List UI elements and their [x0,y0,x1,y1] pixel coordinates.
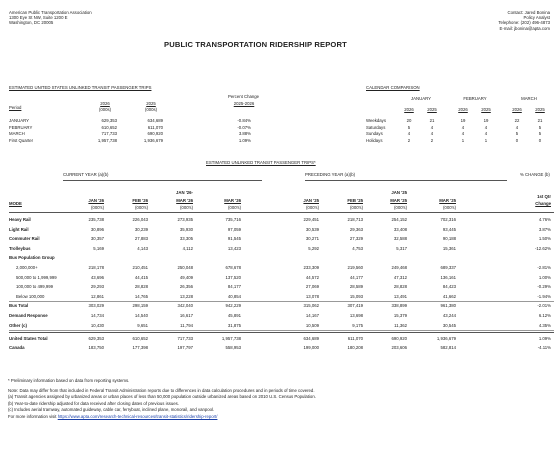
table-row [9,138,279,145]
table-cell: -2.01% [537,303,551,309]
table-cell: 14,167 [305,313,319,318]
table-cell: 136,161 [440,274,456,280]
estimated-change: -0.84% [237,118,251,123]
table-cell: 13,698 [349,313,363,318]
footnote-note: Note: Data may differ from that included in Federal Transit Administration reports due to differences in data calculation procedures and in periods of time covered. [8,387,315,393]
table-cell: 91,545 [227,236,241,242]
table-cell: 27,883 [134,236,148,242]
calendar-cell: 4 [461,124,465,130]
calendar-year: 2025 [535,107,545,112]
calendar-year: 2026 [458,107,468,112]
col-header-unit: (000's) [228,205,241,210]
table-cell: 4,112 [182,245,193,251]
calendar-cell: 5 [538,124,542,130]
table-cell: 90,188 [442,236,456,242]
table-cell: 1,936,679 [436,335,456,341]
table-cell: -1.94% [537,293,551,299]
table-cell: 1.50% [538,236,551,242]
table-cell: 610,652 [132,335,148,341]
estimated-2025: 634,689 [147,118,163,123]
table-cell: 47,312 [393,274,407,280]
col-header-change: Change [535,201,551,206]
table-cell: 1,957,738 [221,335,241,341]
row-separator [9,301,554,302]
calendar-year: 2025 [427,107,437,112]
table-cell: 12,861 [90,293,104,299]
col-header-unit: (000's) [350,205,363,210]
calendar-cell: 4 [484,124,488,130]
table-cell: -0.29% [537,284,551,290]
estimated-col-2026: 2026 [100,101,110,106]
total-rule [9,332,554,333]
estimated-col-change: 2025-2026 [233,101,255,106]
table-cell: 137,520 [225,274,241,280]
calendar-cell: 22 [514,118,520,123]
estimated-2025: 611,070 [147,124,163,130]
table-cell: 1.09% [538,335,551,341]
org-name: American Public Transportation Association [9,10,92,15]
calendar-cell: 0 [538,137,542,143]
table-cell: 11,794 [180,322,193,328]
table-cell: 9,651 [137,322,148,328]
table-cell: 210,451 [132,265,148,270]
table-cell: 5,169 [93,245,104,251]
calendar-title: CALENDAR COMPARISON [366,85,420,90]
calendar-day-label: Sundays [366,131,383,137]
table-cell: 250,048 [177,265,193,270]
table-row [366,125,556,132]
table-row-mode: Commuter Rail [9,236,40,242]
table-cell: 35,930 [179,226,193,232]
table-row-mode: 2,000,000+ [16,265,38,270]
table-cell: 249,468 [391,265,407,270]
calendar-cell: 1 [484,137,488,143]
table-cell: 30,896 [90,226,104,232]
org-street: 1300 Eye St NW, Suite 1200 E [9,15,68,21]
table-cell: 199,000 [303,345,319,351]
calendar-cell: 2 [430,137,434,143]
org-city: Washington, DC 20005 [9,20,54,26]
calendar-cell: 2 [407,137,411,143]
table-row-mode: Demand Response [9,313,48,318]
calendar-day-label: Weekdays [366,118,386,123]
org-address [9,10,92,26]
table-cell: 30,545 [442,322,456,328]
col-header-unit: (000's) [180,205,193,210]
table-cell: -12.62% [534,245,551,251]
calendar-cell: 4 [407,131,411,137]
col-header-month: FEB '25 [347,198,363,203]
table-cell: 229,451 [303,217,319,222]
col-header-unit: (000's) [135,205,148,210]
table-cell: 303,029 [88,303,104,309]
table-cell: 9,175 [352,322,363,328]
table-cell: 27,069 [305,284,319,290]
table-cell: 4,753 [352,245,363,251]
table-row [9,118,279,125]
table-cell: 5,317 [396,245,407,251]
table-cell: 13,423 [227,245,241,251]
estimated-2025: 1,936,679 [143,137,163,143]
table-cell: 30,239 [134,226,148,232]
footnote-preliminary: * Preliminary information based on data from reporting systems. [8,378,130,383]
table-cell: 558,953 [225,345,241,351]
table-cell: 29,363 [349,226,363,232]
table-cell: 15,361 [442,245,456,251]
table-cell: 41,662 [442,293,456,299]
table-cell: 226,043 [132,217,148,222]
table-row [366,131,556,138]
table-cell: 180,208 [347,345,363,351]
calendar-cell: 5 [538,131,542,137]
estimated-2026: 629,353 [101,118,117,123]
contact-name: Contact: Jared Bonina [507,10,550,15]
table-cell: 218,178 [88,265,104,270]
table-cell: 735,716 [225,217,241,222]
table-cell: 254,152 [391,217,407,222]
col-header-month: FEB '26 [132,198,148,203]
estimated-col-2025-unit: (000s) [144,107,158,112]
estimated-period: JANUARY [9,118,29,123]
table-cell: 5,292 [308,245,319,251]
table-row-mode: Bus Population Group [9,255,55,261]
calendar-month-january: JANUARY [411,96,431,101]
header-rule [9,212,554,213]
estimated-period: First Quarter [9,137,34,143]
table-cell: 961,380 [440,303,456,309]
table-cell: 30,539 [305,226,319,232]
calendar-month-february: FEBRUARY [463,96,487,101]
table-cell: 218,713 [347,217,363,222]
table-cell: 634,689 [303,335,319,341]
table-cell: 13,078 [305,293,319,299]
more-info-line [8,414,556,419]
table-cell: 33,408 [393,226,407,232]
calendar-cell: 4 [461,131,465,137]
calendar-cell: 19 [483,118,489,123]
calendar-cell: 21 [429,118,435,123]
estimated-col-2026-unit: (000s) [98,107,112,112]
calendar-table [366,118,556,144]
table-cell: 177,398 [132,345,148,351]
table-cell: 690,920 [391,335,407,341]
estimated-table [9,118,279,144]
table-row-mode: 500,000 to 1,999,999 [16,274,57,280]
row-separator [9,330,554,331]
table-cell: 43,244 [442,313,456,318]
table-cell: 3.87% [538,226,551,232]
table-row-mode: Canada [9,345,25,351]
estimated-pct-change-label: Percent Change [228,94,260,99]
calendar-cell: 0 [515,137,519,143]
table-cell: 307,419 [347,303,363,309]
col-header-month: MAR '25 [390,198,407,203]
table-row-mode: Trolleybus [9,245,31,251]
table-row [9,125,279,132]
col-header-month: JAN '26 [88,198,104,203]
estimated-section-title: ESTIMATED UNITED STATES UNLINKED TRANSIT PASSENGER TRIPS [9,85,152,90]
table-cell: 45,891 [227,313,241,318]
estimated-change: -0.07% [237,124,251,130]
estimated-2026: 610,652 [101,124,117,130]
table-cell: 689,337 [440,265,456,270]
table-cell: 10,430 [90,322,104,328]
table-cell: 14,540 [134,313,148,318]
table-cell: 32,588 [393,236,407,242]
footnote-a: (a) Transit agencies assigned by urbanized areas or urban places of less than 50,000 population outside urbanized areas based on 2010 U.S. Census Population. [8,394,316,400]
calendar-cell: 4 [484,131,488,137]
table-cell: 611,070 [347,335,363,341]
table-cell: 678,678 [225,265,241,270]
table-cell: 30,357 [90,236,104,242]
table-cell: -2.81% [537,265,551,270]
table-cell: 97,059 [227,226,241,232]
estimated-2026: 1,957,738 [97,137,117,143]
calendar-month-march: MARCH [521,96,537,101]
table-cell: 33,305 [179,236,193,242]
estimated-change: 1.09% [238,137,251,143]
calendar-day-label: Holidays [366,137,383,143]
table-cell: 84,423 [442,284,456,290]
calendar-day-label: Saturdays [366,124,386,130]
table-cell: -4.11% [537,345,551,351]
table-cell: 4,143 [137,245,148,251]
table-cell: 44,177 [349,274,363,280]
table-cell: 233,309 [303,265,319,270]
table-cell: 342,040 [177,303,193,309]
calendar-year: 2026 [512,107,522,112]
table-cell: 40,854 [227,293,241,299]
calendar-cell: 5 [407,124,411,130]
pct-change-group-label: % CHANGE (b) [520,172,550,177]
calendar-year: 2025 [481,107,491,112]
footnotes [8,378,556,419]
calendar-cell: 4 [430,131,434,137]
col-header-range-top: JAN '25 [391,190,407,195]
current-year-rule [63,180,262,181]
table-cell: 49,409 [179,274,193,280]
table-cell: 43,696 [90,274,104,280]
table-cell: 629,353 [88,335,104,341]
calendar-cell: 19 [460,118,466,123]
table-cell: 273,935 [177,217,193,222]
table-cell: 235,738 [88,217,104,222]
col-header-unit: (000's) [394,205,407,210]
calendar-cell: 4 [430,124,434,130]
table-row [366,138,556,145]
contact-role: Policy Analyst [523,15,550,21]
preceding-year-rule [305,180,507,181]
table-cell: 93,445 [442,226,456,232]
table-cell: 26,356 [179,284,193,290]
estimated-2026: 717,733 [101,131,117,137]
col-header-month: JAN '25 [303,198,319,203]
table-cell: 219,560 [347,265,363,270]
estimated-col-period: Period [9,105,22,110]
current-year-group-label: CURRENT YEAR (a)(b) [63,172,109,177]
table-cell: 15,093 [349,293,363,299]
table-cell: 183,750 [88,345,104,351]
table-row-mode: Other (c) [9,322,27,328]
table-cell: 14,765 [134,293,148,299]
estimated-period: FEBRUARY [9,124,33,130]
calendar-cell: 5 [515,131,519,137]
estimated-change: 3.88% [238,131,251,137]
estimated-2025: 690,920 [147,131,163,137]
table-cell: 4.35% [538,322,551,328]
main-table-title: ESTIMATED UNLINKED TRANSIT PASSENGER TRIPS* [206,160,316,165]
estimated-col-2025: 2025 [146,101,156,106]
table-cell: 4.76% [538,217,551,222]
calendar-cell: 21 [537,118,543,123]
table-cell: 16,617 [179,313,193,318]
ridership-report-link[interactable]: https://www.apta.com/research-technical-resources/transit-statistics/ridership-report/ [57,413,218,419]
table-cell: 1.00% [538,274,551,280]
contact-email: E-mail: jbonina@apta.com [499,25,550,31]
col-header-month: MAR '26 [176,198,193,203]
table-cell: 942,229 [225,303,241,309]
table-cell: 13,228 [179,293,193,299]
table-cell: 197,797 [177,345,193,351]
footnote-b: (b) Year-to-date ridership adjusted for data received after closing dates of previous issues. [8,400,180,406]
footnote-c: (c) Includes aerial tramway, automated guideway, cable car, ferryboat, inclined plane, monorail, and vanpool. [8,407,215,413]
col-header-unit: (000's) [91,205,104,210]
table-cell: 15,379 [393,313,407,318]
table-cell: 27,329 [349,236,363,242]
col-header-unit: (000's) [443,205,456,210]
calendar-cell: 20 [406,118,412,123]
more-info-label: For more information visit [8,413,57,419]
contact-phone: Telephone: (202) 496-4873 [498,20,550,26]
col-header-qtr: 1st Qtr [537,194,551,199]
table-cell: 13,491 [393,293,407,299]
table-cell: 28,828 [134,284,148,290]
table-cell: 338,899 [391,303,407,309]
col-header-unit: (000's) [306,205,319,210]
table-cell: 315,062 [303,303,319,309]
table-row-mode: Below 100,000 [16,293,45,299]
calendar-cell: 1 [461,137,465,143]
preceding-year-group-label: PRECEDING YEAR (a)(b) [305,172,356,177]
table-row-mode: United States Total [9,335,48,341]
calendar-year: 2026 [404,107,414,112]
table-cell: 84,177 [227,284,241,290]
table-cell: 31,875 [227,322,241,328]
table-cell: 14,734 [90,313,104,318]
page-title: PUBLIC TRANSPORTATION RIDERSHIP REPORT [164,40,347,49]
table-cell: 10,509 [305,322,319,328]
table-cell: 44,572 [305,274,319,280]
contact-block [498,10,550,31]
table-cell: 11,362 [394,322,407,328]
table-cell: 28,828 [393,284,407,290]
table-cell: 702,316 [440,217,456,222]
estimated-period: MARCH [9,131,25,137]
table-cell: 28,589 [349,284,363,290]
col-mode-header: MODE [9,201,22,206]
table-row [366,118,556,125]
table-row-mode: Heavy Rail [9,217,31,222]
table-row-mode: Light Rail [9,226,29,232]
table-cell: 203,606 [391,345,407,351]
table-row-mode: 100,000 to 499,999 [16,284,54,290]
table-cell: 717,733 [177,335,193,341]
col-header-range-top: JAN '26- [175,190,193,195]
table-row-mode: Bus Total [9,303,29,309]
table-row [9,131,279,138]
col-header-month: MAR '25 [439,198,456,203]
table-cell: 44,415 [134,274,148,280]
calendar-cell: 4 [515,124,519,130]
table-cell: 298,159 [132,303,148,309]
col-header-month: MAR '26 [224,198,241,203]
table-cell: 6.12% [538,313,551,318]
table-cell: 582,814 [440,345,456,351]
table-cell: 29,293 [90,284,104,290]
table-cell: 30,271 [305,236,319,242]
